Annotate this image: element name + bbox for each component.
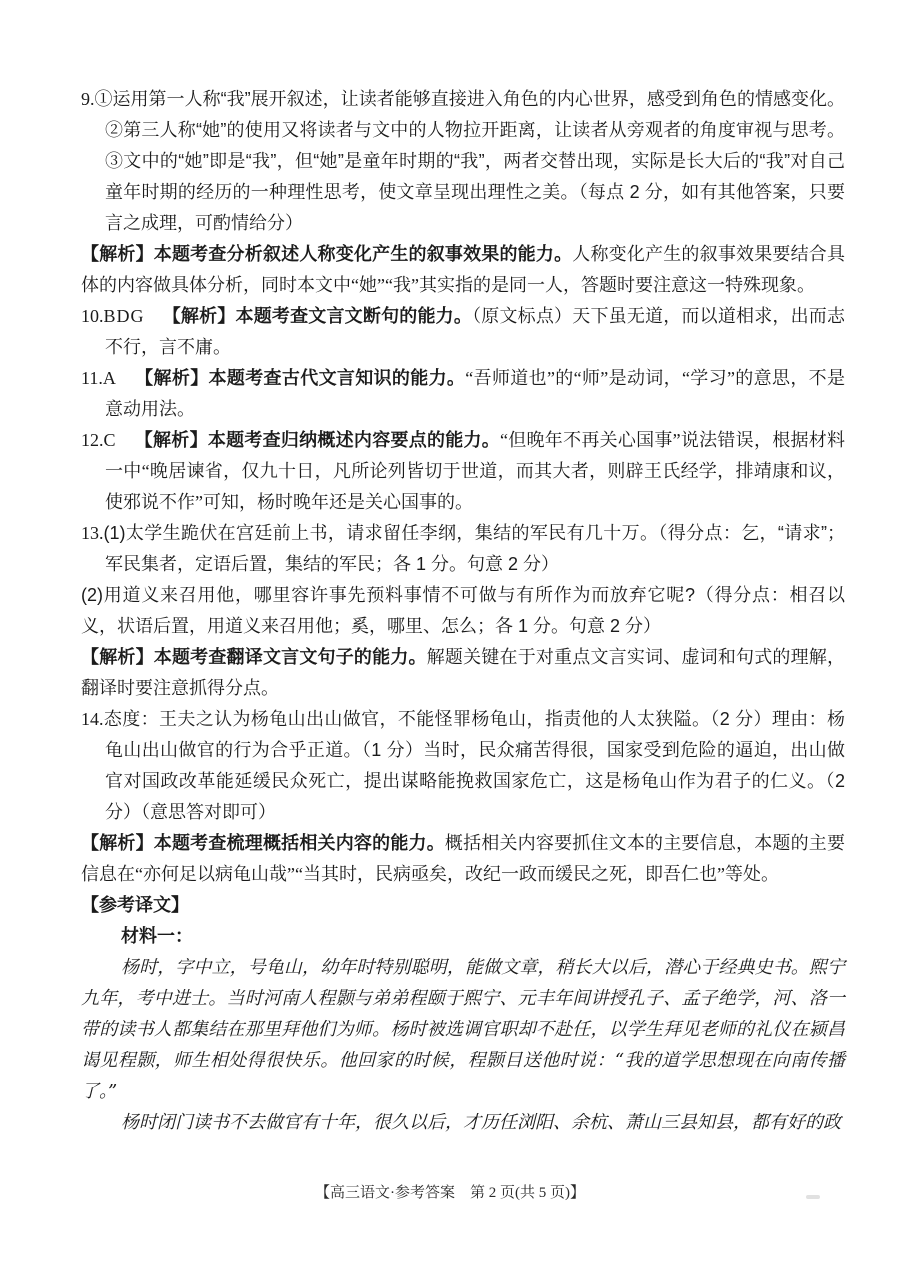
- scan-artifact: [806, 1195, 820, 1199]
- analysis-12-body: “但晚年不再关心国事”说法错误，根据材料一中“晚居谏省，仅九十日，凡所论列皆切于世道，而其大者，则辟王氏经学，排靖康和议，使邪说不作”可知，杨时晚年还是关心国事的。: [105, 430, 845, 512]
- answer-content: [81, 84, 845, 1138]
- analysis-14: [81, 828, 845, 890]
- question-14-number: 14.: [81, 709, 104, 729]
- question-14-answer-text: 态度：王夫之认为杨龟山出山做官，不能怪罪杨龟山，指责他的人太狭隘。（2 分）理由：杨龟山出山做官的行为合乎正道。（1 分）当时，民众痛苦得很，国家受到危险的逼迫，出山做官对国政改革能延缓民众死亡，提出谋略能挽救国家危亡，这是杨龟山作为君子的仁义。（2 分）（意思答对即可）: [103, 709, 845, 822]
- question-9-answer-text: ①运用第一人称“我”展开叙述，让读者能够直接进入角色的内心世界，感受到角色的情感变化。②第三人称“她”的使用又将读者与文中的人物拉开距离，让读者从旁观者的角度审视与思考。③文中的“她”即是“我”，但“她”是童年时期的“我”，两者交替出现，实际是长大后的“我”对自己童年时期的经历的一种理性思考，使文章呈现出理性之美。（每点 2 分，如有其他答案，只要言之成理，可酌情给分）: [94, 89, 845, 233]
- analysis-13-lead: 【解析】本题考查翻译文言文句子的能力。: [81, 647, 427, 667]
- analysis-11-lead: 【解析】本题考查古代文言知识的能力。: [134, 368, 466, 388]
- answer-item-12: [81, 425, 845, 518]
- question-11-answer-code: A: [102, 368, 117, 388]
- answer-item-10: [81, 301, 845, 363]
- analysis-14-body: 概括相关内容要抓住文本的主要信息，本题的主要信息在“亦何足以病龟山哉”“当其时，民病亟矣，改纪一政而缓民之死，即吾仁也”等处。: [81, 833, 846, 884]
- analysis-12-lead: 【解析】本题考查归纳概述内容要点的能力。: [134, 430, 501, 450]
- answer-item-11: [81, 363, 845, 425]
- analysis-10-body: （原文标点）天下虽无道，而以道相求，出而志不行，言不庸。: [105, 306, 845, 357]
- question-13-part2-text: (2)用道义来召用他，哪里容许事先预料事情不可做与有所作为而放弃它呢?（得分点：相召以义，状语后置，用道义来召用他；奚，哪里、怎么；各 1 分。句意 2 分）: [81, 585, 845, 636]
- question-9-number: 9.: [81, 89, 95, 109]
- analysis-9-lead: 【解析】本题考查分析叙述人称变化产生的叙事效果的能力。: [81, 244, 573, 264]
- translation-heading: [81, 890, 845, 921]
- question-12-number: 12.: [81, 430, 104, 450]
- analysis-13-body: 解题关键在于对重点文言实词、虚词和句式的理解，翻译时要注意抓得分点。: [81, 647, 846, 698]
- question-13-part1-text: (1)太学生跪伏在宫廷前上书，请求留任李纲，集结的军民有几十万。（得分点：乞，“请求”；军民集者，定语后置，集结的军民；各 1 分。句意 2 分）: [103, 523, 845, 574]
- translation-paragraph-1: 杨时，字中立，号龟山，幼年时特别聪明，能做文章，稍长大以后，潜心于经典史书。熙宁九年，考中进士。当时河南人程颢与弟弟程颐于熙宁、元丰年间讲授孔子、孟子绝学，河、洛一带的读书人都集结在那里拜他们为师。杨时被选调官职却不赴任，以学生拜见老师的礼仪在颍昌谒见程颢，师生相处得很快乐。他回家的时候，程颢目送他时说：“我的道学思想现在向南传播了。”: [81, 957, 845, 1102]
- analysis-9-body: 人称变化产生的叙事效果要结合具体的内容做具体分析，同时本文中“她”“我”其实指的是同一人，答题时要注意这一特殊现象。: [81, 244, 845, 295]
- analysis-9: [81, 239, 845, 301]
- question-13-number: 13.: [81, 523, 104, 543]
- answer-item-14: [81, 704, 845, 828]
- question-10-answer-code: BDG: [103, 306, 145, 326]
- page-footer-text: 【高三语文·参考答案 第 2 页(共 5 页)】: [315, 1185, 585, 1201]
- question-10-number: 10.: [81, 306, 104, 326]
- analysis-11-body: “吾师道也”的“师”是动词，“学习”的意思，不是意动用法。: [105, 368, 846, 419]
- question-11-number: 11.: [81, 368, 103, 388]
- translation-paragraph-2: 杨时闭门读书不去做官有十年，很久以后，才历任浏阳、余杭、萧山三县知县，都有好的政: [121, 1112, 841, 1133]
- analysis-10-lead: 【解析】本题考查文言文断句的能力。: [162, 306, 473, 326]
- question-12-answer-code: C: [103, 430, 117, 450]
- answer-item-9: [81, 84, 845, 239]
- answer-item-13-part1: [81, 518, 845, 580]
- translation-heading-text: 【参考译文】: [81, 895, 189, 915]
- analysis-13: [81, 642, 845, 704]
- answer-item-13-part2: [81, 580, 845, 642]
- analysis-14-lead: 【解析】本题考查梳理概括相关内容的能力。: [81, 833, 445, 853]
- material-1-label-row: [81, 921, 845, 952]
- material-1-label: 材料一：: [121, 926, 193, 946]
- page-footer: [0, 1183, 900, 1203]
